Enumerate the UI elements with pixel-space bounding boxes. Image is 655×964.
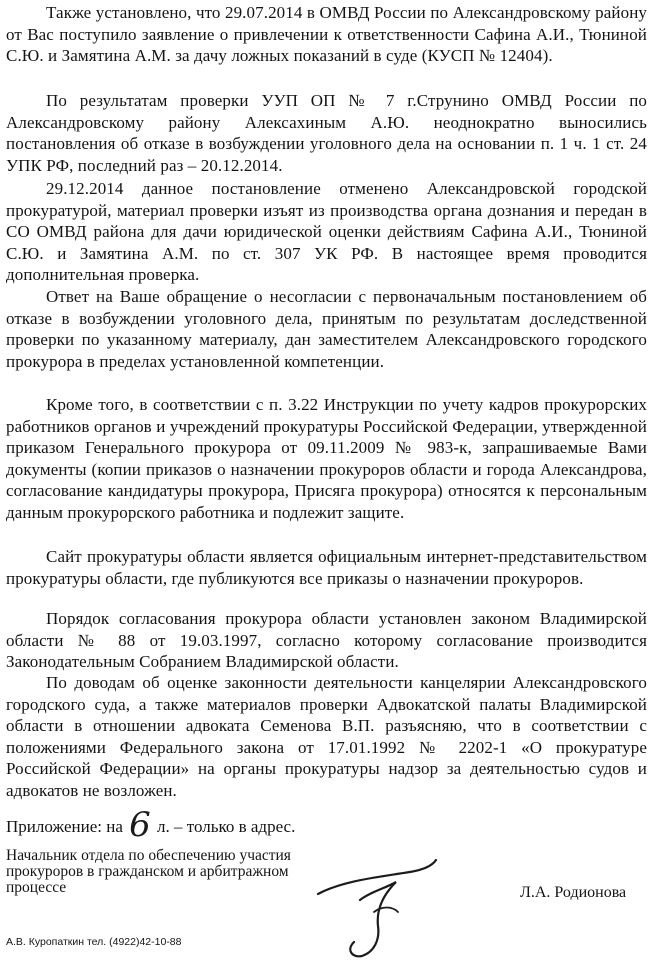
attachment-line [6,805,296,845]
paragraph-annulment: 29.12.2014 данное постановление отменено Александровской городской прокуратурой, материал проверки изъят из производства органа дознания и передан в СО ОМВД района для дачи юридической оценки действиям Сафина А.И., Тюниной С.Ю. и Замятина А.М. по ст. 307 УК РФ. В настоящее время проводится дополнительная проверка. [6,179,647,285]
paragraph-refusals: По результатам проверки УУП ОП № 7 г.Струнино ОМВД России по Александровскому району Алексахиным А.Ю. неоднократно выносились постановления об отказе в возбуждении уголовного дела на основании п. 1 ч. 1 ст. 24 УПК РФ, последний раз – 20.12.2014. [6,91,647,175]
paragraph-supervision: По доводам об оценке законности деятельности канцелярии Александровского городского суда, а также материалов проверки Адвокатской палаты Владимирской области в отношении адвоката Семенова В.П. разъясняю, что в соответствии с положениями Федерального закона от 17.01.1992 № 2202-1 «О прокуратуре Российской Федерации» на органы прокуратуры надзор за деятельностью судов и адвокатов не возложен. [6,673,647,800]
signer-title: Начальник отдела по обеспечению участия прокуроров в гражданском и арбитражном процессе [6,847,291,896]
attachment-suffix: л. – только в адрес. [157,817,296,836]
attachment-prefix: Приложение: на [6,817,123,836]
signer-name: Л.А. Родионова [520,884,627,901]
paragraph-personal-data: Кроме того, в соответствии с п. 3.22 Инструкции по учету кадров прокурорских работников органов и учреждений прокуратуры Российской Федерации, утвержденной приказом Генерального прокурора от 09.11.2009 № 983-к, запрашиваемые Вами документы (копии приказов о назначении прокуроров области и города Александрова, согласование кандидатуры прокурора, Присяга прокурора) относятся к персональным данным прокурорского работника и подлежит защите. [6,395,647,522]
attachment-page-count: 6 [129,805,151,845]
handwritten-signature [300,842,440,962]
paragraph-approval: Порядок согласования прокурора области установлен законом Владимирской области № 88 от 19.03.1997, согласно которому согласование производится Законодательным Собранием Владимирской области. [6,609,647,672]
paragraph-answer: Ответ на Ваше обращение о несогласии с первоначальным постановлением об отказе в возбуждении уголовного дела, принятым по результатам доследственной проверки по указанному материалу, дан заместителем Александровского городского прокурора в пределах установленной компетенции. [6,287,647,371]
executor-contact: А.В. Куропаткин тел. (4922)42-10-88 [6,936,182,948]
paragraph-website: Сайт прокуратуры области является официальным интернет-представительством прокуратуры области, где публикуются все приказы о назначении прокуроров. [6,547,647,588]
paragraph-complaint: Также установлено, что 29.07.2014 в ОМВД России по Александровскому району от Вас поступило заявление о привлечении к ответственности Сафина А.И., Тюниной С.Ю. и Замятина А.М. за дачу ложных показаний в суде (КУСП № 12404). [6,3,647,66]
